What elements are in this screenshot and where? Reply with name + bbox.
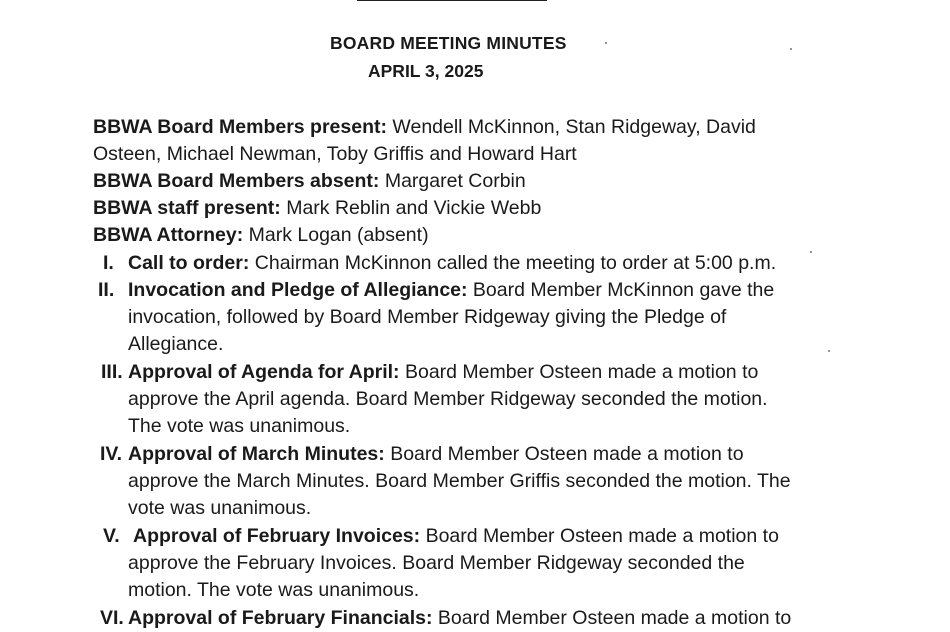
item-text: Board Member Osteen made a motion to xyxy=(404,361,759,383)
agenda-item-invocation xyxy=(128,277,774,304)
agenda-item-approval-financials xyxy=(128,605,791,632)
item-text-continued: approve the February Invoices. Board Member Ridgeway seconded the xyxy=(128,552,745,574)
item-text-continued: approve the April agenda. Board Member Ridgeway seconded the motion. xyxy=(128,388,768,410)
item-text: Board Member Osteen made a motion to xyxy=(425,525,779,547)
scan-speck xyxy=(810,251,812,253)
item-heading: Approval of February Invoices: xyxy=(133,525,421,547)
scan-speck xyxy=(790,48,792,50)
members-present xyxy=(93,114,756,141)
attorney-label: BBWA Attorney: xyxy=(93,224,244,246)
scan-speck xyxy=(828,350,830,352)
top-divider xyxy=(357,0,547,1)
attorney-name: Mark Logan (absent) xyxy=(248,224,429,246)
item-numeral: I. xyxy=(103,252,114,274)
item-numeral: IV. xyxy=(100,443,123,465)
agenda-item-call-to-order xyxy=(128,250,776,277)
item-numeral: V. xyxy=(103,525,120,547)
item-numeral: VI. xyxy=(100,607,124,629)
item-text: Board Member Osteen made a motion to xyxy=(437,607,792,629)
item-text-continued: Allegiance. xyxy=(128,333,224,355)
item-heading: Approval of February Financials: xyxy=(128,607,433,629)
item-text: Board Member Osteen made a motion to xyxy=(390,443,744,465)
item-text: Chairman McKinnon called the meeting to order at 5:00 p.m. xyxy=(254,252,777,274)
item-heading: Approval of March Minutes: xyxy=(128,443,385,465)
members-present-names: Wendell McKinnon, Stan Ridgeway, David xyxy=(392,116,756,138)
item-text-continued: approve the March Minutes. Board Member Griffis seconded the motion. The xyxy=(128,470,791,492)
item-text-continued: motion. The vote was unanimous. xyxy=(128,579,420,601)
meeting-date: APRIL 3, 2025 xyxy=(368,61,484,81)
agenda-item-approval-invoices xyxy=(133,523,779,550)
item-text-continued: vote was unanimous. xyxy=(128,497,312,519)
staff-present-names: Mark Reblin and Vickie Webb xyxy=(286,197,542,219)
item-numeral: III. xyxy=(101,361,123,383)
staff-present-label: BBWA staff present: xyxy=(93,197,281,219)
item-numeral: II. xyxy=(98,279,115,301)
agenda-item-approval-agenda xyxy=(128,359,758,386)
members-absent xyxy=(93,168,526,195)
item-text: Board Member McKinnon gave the xyxy=(472,279,775,301)
members-present-continued: Osteen, Michael Newman, Toby Griffis and Howard Hart xyxy=(93,143,577,165)
document-title: BOARD MEETING MINUTES xyxy=(330,33,567,53)
item-heading: Approval of Agenda for April: xyxy=(128,361,400,383)
item-heading: Call to order: xyxy=(128,252,250,274)
staff-present xyxy=(93,195,541,222)
item-text-continued: invocation, followed by Board Member Ridgeway giving the Pledge of xyxy=(128,306,727,328)
item-text-continued: The vote was unanimous. xyxy=(128,415,351,437)
members-absent-label: BBWA Board Members absent: xyxy=(93,170,380,192)
item-heading: Invocation and Pledge of Allegiance: xyxy=(128,279,468,301)
agenda-item-approval-minutes xyxy=(128,441,744,468)
members-absent-names: Margaret Corbin xyxy=(384,170,526,192)
members-present-label: BBWA Board Members present: xyxy=(93,116,387,138)
scan-speck xyxy=(605,42,607,44)
attorney xyxy=(93,222,429,249)
